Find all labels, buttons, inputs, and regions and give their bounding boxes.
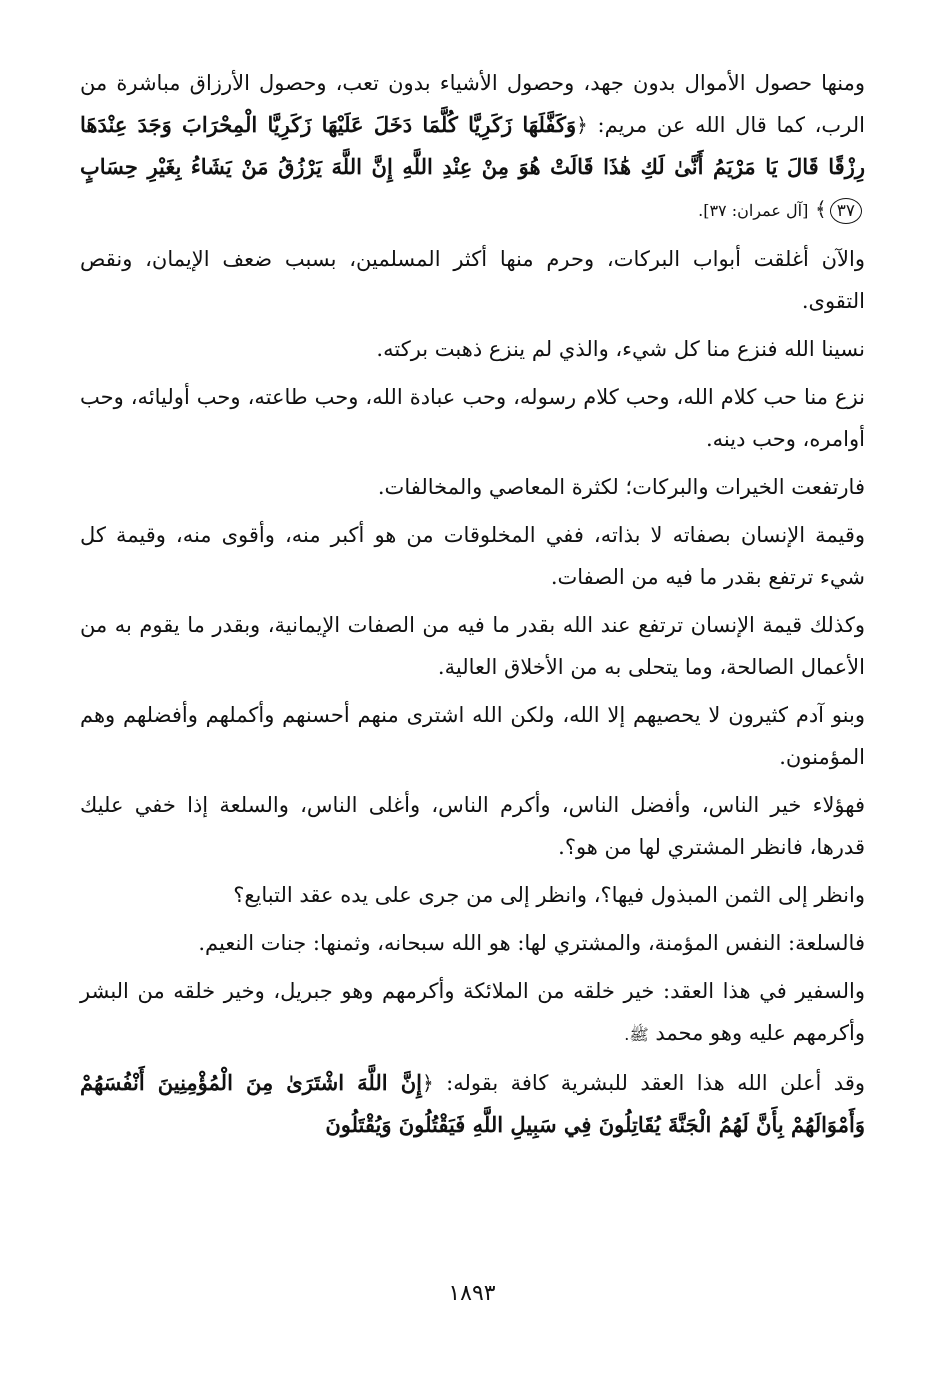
paragraph: فالسلعة: النفس المؤمنة، والمشتري لها: هو الله سبحانه، وثمنها: جنات النعيم. xyxy=(198,931,865,955)
quran-close-bracket: ﴾ xyxy=(815,197,827,221)
paragraph: نزع منا حب كلام الله، وحب كلام رسوله، وحب عبادة الله، وحب طاعته، وحب أوليائه، وحب أوامره، وحب دينه. xyxy=(80,385,865,451)
paragraph-ambassador xyxy=(80,970,865,1056)
paragraph-maryam-verse xyxy=(80,62,865,232)
page-number: ١٨٩٣ xyxy=(448,1281,496,1306)
quran-verse-text: وَكَفَّلَهَا زَكَرِيَّا كُلَّمَا دَخَلَ عَلَيْهَا زَكَرِيَّا الْمِحْرَابَ وَجَدَ عِنْدَهَا رِزْقًا قَالَ يَا مَرْيَمُ أَنَّىٰ لَكِ هَٰذَا قَالَتْ هُوَ مِنْ عِنْدِ اللَّهِ إِنَّ اللَّهَ يَرْزُقُ مَنْ يَشَاءُ بِغَيْرِ حِسَابٍ xyxy=(80,112,865,179)
paragraph: وانظر إلى الثمن المبذول فيها؟، وانظر إلى من جرى على يده عقد التبايع؟ xyxy=(233,883,865,907)
ayah-number-marker: ٣٧ xyxy=(830,198,862,224)
page-body xyxy=(80,62,865,1152)
paragraph-text: وقد أعلن الله هذا العقد للبشرية كافة بقوله: xyxy=(433,1071,865,1095)
paragraph: فارتفعت الخيرات والبركات؛ لكثرة المعاصي والمخالفات. xyxy=(377,475,865,499)
paragraph: وكذلك قيمة الإنسان ترتفع عند الله بقدر ما فيه من الصفات الإيمانية، وبقدر ما يقوم به من الأعمال الصالحة، وما يتحلى به من الأخلاق العالية. xyxy=(80,613,865,679)
salla-symbol: ﷺ. xyxy=(624,1025,649,1044)
paragraph: فهؤلاء خير الناس، وأفضل الناس، وأكرم الناس، وأغلى الناس، والسلعة إذا خفي عليك قدرها، فانظر المشتري لها من هو؟. xyxy=(80,793,865,859)
paragraph-tawbah-verse xyxy=(80,1062,865,1146)
paragraph: وقيمة الإنسان بصفاته لا بذاته، ففي المخلوقات من هو أكبر منه، وأقوى منه، وقيمة كل شيء ترتفع بقدر ما فيه من الصفات. xyxy=(80,523,865,589)
quran-open-bracket: ﴿ xyxy=(421,1071,434,1095)
paragraph: والآن أغلقت أبواب البركات، وحرم منها أكثر المسلمين، بسبب ضعف الإيمان، ونقص التقوى. xyxy=(80,247,865,313)
quran-verse-text: إِنَّ اللَّهَ اشْتَرَىٰ مِنَ الْمُؤْمِنِينَ أَنْفُسَهُمْ وَأَمْوَالَهُمْ بِأَنَّ لَهُمُ الْجَنَّةَ يُقَاتِلُونَ فِي سَبِيلِ اللَّهِ فَيَقْتُلُونَ وَيُقْتَلُونَ xyxy=(80,1070,865,1137)
paragraph: وبنو آدم كثيرون لا يحصيهم إلا الله، ولكن الله اشترى منهم أحسنهم وأكملهم وأفضلهم وهم المؤمنون. xyxy=(80,703,865,769)
verse-reference: [آل عمران: ٣٧]. xyxy=(698,201,809,220)
paragraph-text: ومنها حصول الأموال بدون جهد، وحصول الأشياء بدون تعب، وحصول الأرزاق مباشرة من الرب، كما قال الله عن مريم: xyxy=(80,71,865,137)
quran-open-bracket: ﴿ xyxy=(576,113,588,137)
paragraph-text: والسفير في هذا العقد: خير خلقه من الملائكة وأكرمهم وهو جبريل، وخير خلقه من البشر وأكرمهم عليه وهو محمد xyxy=(80,979,865,1045)
paragraph: نسينا الله فنزع منا كل شيء، والذي لم ينزع ذهبت بركته. xyxy=(376,337,865,361)
